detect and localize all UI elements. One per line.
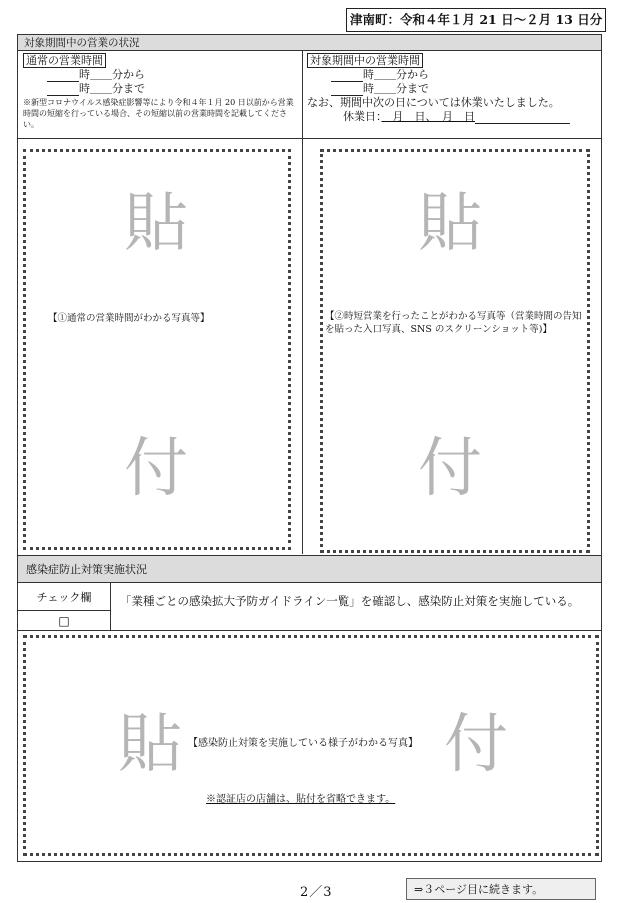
row-divider: [18, 138, 601, 139]
photo-paste-area-shortened-hours: [320, 149, 590, 553]
check-statement: 「業種ごとの感染拡大予防ガイドライン一覧」を確認し、感染防止対策を実施している。: [120, 594, 580, 608]
photo-label: 【感染防止対策を実施している様子がわかる写真】: [188, 738, 418, 749]
photo-paste-area-normal-hours: [23, 149, 291, 550]
page-number: 2／3: [300, 885, 333, 900]
period-hours-block: [307, 53, 599, 124]
column-divider: [302, 51, 303, 554]
closed-days-note: なお、期間中次の日については休業いたしました。: [307, 96, 560, 109]
normal-hours-note: ※新型コロナウイルス感染症影響等により令和４年１月 20 日以前から営業時間の短縮を行っている場合、その短縮以前の営業時間を記載してください。: [23, 98, 294, 129]
document-period-header: 津南町：令和４年１月 21 日～２月 13 日分: [346, 8, 606, 32]
paste-char: 貼: [118, 708, 182, 782]
normal-hours-to: 時＿＿分まで: [23, 82, 298, 96]
photo-label: 【②時短営業を行ったことがわかる写真等（営業時間の告知を貼った入口写真、SNS のスクリーンショット等)】: [325, 311, 582, 335]
paste-char: 付: [124, 432, 188, 506]
checkbox[interactable]: □: [18, 611, 111, 631]
paste-char: 貼: [124, 187, 188, 261]
normal-hours-block: [23, 53, 298, 130]
form-table: [17, 34, 602, 862]
hour-blank: [47, 71, 79, 82]
section2-title: 感染症防止対策実施状況: [18, 555, 601, 583]
closed-days-line: [307, 110, 599, 124]
section1-title: 対象期間中の営業の状況: [18, 35, 601, 51]
hour-blank: [331, 85, 363, 96]
photo-paste-area-infection-control: [23, 635, 599, 856]
period-hours-from: 時＿＿分から: [307, 68, 599, 82]
check-column-header: チェック欄: [18, 583, 111, 611]
normal-hours-from: 時＿＿分から: [23, 68, 298, 82]
closed-days-label: 休業日：: [343, 110, 382, 123]
paste-char: 付: [444, 708, 508, 782]
continue-note: ⇒３ページ目に続きます。: [406, 878, 596, 900]
period-hours-title: 対象期間中の営業時間: [307, 53, 423, 68]
paste-char: 貼: [418, 187, 482, 261]
closed-days-dates: 月 日、 月 日: [381, 110, 475, 123]
hour-blank: [47, 85, 79, 96]
photo-label: 【①通常の営業時間がわかる写真等】: [48, 313, 210, 324]
check-table: [18, 583, 601, 631]
hour-blank: [331, 71, 363, 82]
certified-store-note: ※認証店の店舗は、貼付を省略できます。: [206, 794, 396, 805]
period-hours-to: 時＿＿分まで: [307, 82, 599, 96]
paste-char: 付: [418, 432, 482, 506]
normal-hours-title: 通常の営業時間: [23, 53, 106, 68]
